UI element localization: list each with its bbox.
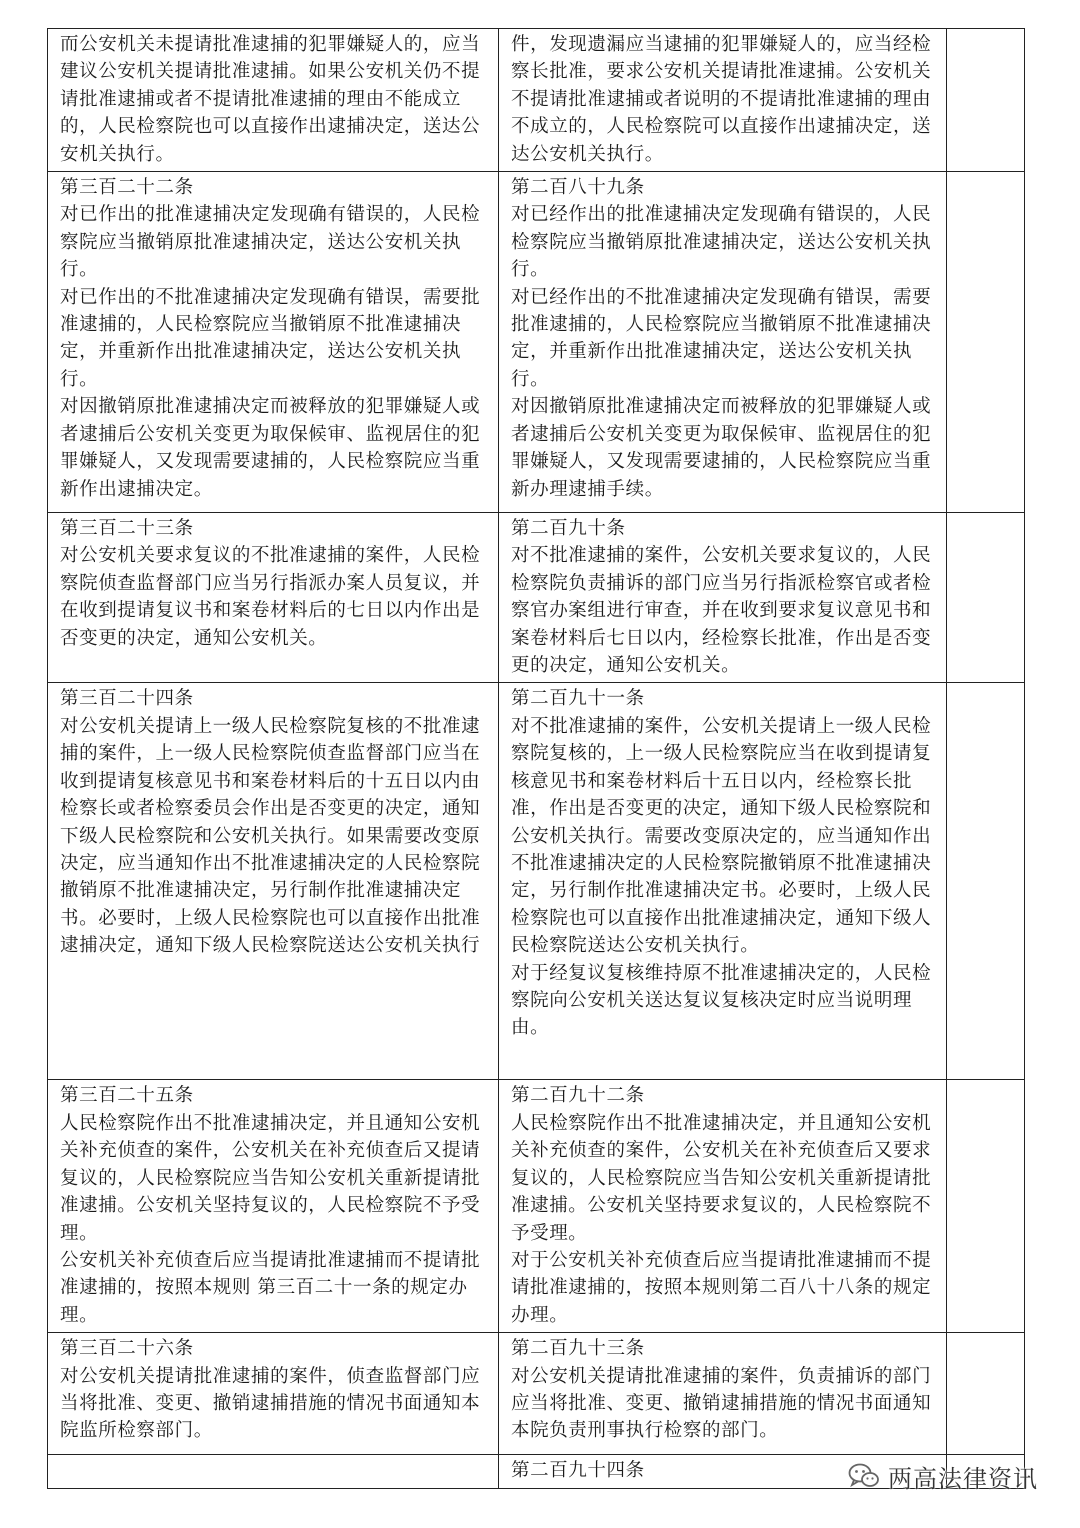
old-rule-cell: [48, 513, 499, 683]
notes-cell: [947, 29, 1025, 172]
article-paragraph: 对公安机关提请上一级人民检察院复核的不批准逮捕的案件，上一级人民检察院侦查监督部门应当在收到提请复核意见书和案卷材料后的十五日以内由检察长或者检察委员会作出是否变更的决定，通知下级人民检察院和公安机关执行。如果需要改变原决定，应当通知作出不批准逮捕决定的人民检察院撤销原不批准逮捕决定，另行制作批准逮捕决定书。必要时，上级人民检察院也可以直接作出批准逮捕决定，通知下级人民检察院送达公安机关执行: [60, 715, 481, 957]
article-title: 第二百九十三条: [511, 1338, 645, 1360]
table-row: [48, 29, 1025, 172]
article-paragraph: 对公安机关提请批准逮捕的案件，侦查监督部门应当将批准、变更、撤销逮捕措施的情况书面通知本院监所检察部门。: [60, 1365, 481, 1442]
article-paragraph: 对因撤销原批准逮捕决定而被释放的犯罪嫌疑人或者逮捕后公安机关变更为取保候审、监视居住的犯罪嫌疑人，又发现需要逮捕的，人民检察院应当重新作出逮捕决定。: [60, 396, 481, 500]
old-rule-cell: [48, 683, 499, 1080]
notes-cell: [947, 1333, 1025, 1455]
article-title: 第三百二十三条: [60, 518, 194, 540]
old-rule-cell: [48, 172, 499, 513]
article-paragraph: 对已作出的批准逮捕决定发现确有错误的，人民检察院应当撤销原批准逮捕决定，送达公安机关执行。: [60, 204, 481, 281]
table-row: [48, 513, 1025, 683]
notes-cell: [947, 683, 1025, 1080]
table-row: [48, 1333, 1025, 1455]
article-paragraph: 而公安机关未提请批准逮捕的犯罪嫌疑人的，应当建议公安机关提请批准逮捕。如果公安机关仍不提请批准逮捕或者不提请批准逮捕的理由不能成立的，人民检察院也可以直接作出逮捕决定，送达公安机关执行。: [60, 34, 481, 165]
article-title: 第二百八十九条: [511, 177, 645, 199]
article-paragraph: 对因撤销原批准逮捕决定而被释放的犯罪嫌疑人或者逮捕后公安机关变更为取保候审、监视居住的犯罪嫌疑人，又发现需要逮捕的，人民检察院应当重新办理逮捕手续。: [511, 396, 932, 500]
new-rule-cell: [499, 1080, 947, 1333]
article-title: 第二百九十二条: [511, 1085, 645, 1107]
notes-cell: [947, 513, 1025, 683]
article-paragraph: 人民检察院作出不批准逮捕决定，并且通知公安机关补充侦查的案件，公安机关在补充侦查后又要求复议的，人民检察院应当告知公安机关重新提请批准逮捕。公安机关坚持要求复议的，人民检察院不予受理。: [511, 1112, 932, 1244]
article-paragraph: 人民检察院作出不批准逮捕决定，并且通知公安机关补充侦查的案件，公安机关在补充侦查后又提请复议的，人民检察院应当告知公安机关重新提请批准逮捕。公安机关坚持复议的，人民检察院不予受理。: [60, 1112, 481, 1244]
new-rule-cell: [499, 513, 947, 683]
notes-cell: [947, 1080, 1025, 1333]
article-paragraph: 对公安机关要求复议的不批准逮捕的案件，人民检察院侦查监督部门应当另行指派办案人员复议，并在收到提请复议书和案卷材料后的七日以内作出是否变更的决定，通知公安机关。: [60, 545, 481, 649]
article-title: 第三百二十四条: [60, 688, 194, 710]
comparison-table: [47, 28, 1025, 1489]
article-title: 第三百二十五条: [60, 1085, 194, 1107]
article-title: 第二百九十一条: [511, 688, 645, 710]
article-paragraph: 对不批准逮捕的案件，公安机关要求复议的，人民检察院负责捕诉的部门应当另行指派检察官或者检察官办案组进行审查，并在收到要求复议意见书和案卷材料后七日以内，经检察长批准，作出是否变更的决定，通知公安机关。: [511, 545, 932, 677]
watermark-text: 两高法律资讯: [888, 1464, 1038, 1493]
article-title: 第二百九十条: [511, 518, 626, 540]
article-paragraph: 对公安机关提请批准逮捕的案件，负责捕诉的部门应当将批准、变更、撤销逮捕措施的情况书面通知本院负责刑事执行检察的部门。: [511, 1365, 932, 1442]
article-paragraph: 对已经作出的批准逮捕决定发现确有错误的，人民检察院应当撤销原批准逮捕决定，送达公安机关执行。: [511, 204, 932, 281]
old-rule-cell: [48, 1080, 499, 1333]
article-title: 第二百九十四条: [511, 1460, 645, 1482]
notes-cell: [947, 172, 1025, 513]
wechat-icon: [848, 1462, 880, 1490]
article-paragraph: 对已作出的不批准逮捕决定发现确有错误，需要批准逮捕的，人民检察院应当撤销原不批准逮捕决定，并重新作出批准逮捕决定，送达公安机关执行。: [60, 286, 481, 390]
old-rule-cell: [48, 1333, 499, 1455]
old-rule-cell: [48, 29, 499, 172]
new-rule-cell: [499, 683, 947, 1080]
old-rule-cell: [48, 1455, 499, 1488]
article-paragraph: 公安机关补充侦查后应当提请批准逮捕而不提请批准逮捕的，按照本规则 第三百二十一条的规定办理。: [60, 1249, 481, 1326]
new-rule-cell: [499, 1333, 947, 1455]
article-title: 第三百二十二条: [60, 177, 194, 199]
article-paragraph: 对于公安机关补充侦查后应当提请批准逮捕而不提请批准逮捕的，按照本规则第二百八十八条的规定办理。: [511, 1249, 932, 1326]
watermark: [848, 1452, 1038, 1500]
article-paragraph: 对已经作出的不批准逮捕决定发现确有错误，需要批准逮捕的，人民检察院应当撤销原不批准逮捕决定，并重新作出批准逮捕决定，送达公安机关执行。: [511, 286, 932, 390]
article-paragraph: 对于经复议复核维持原不批准逮捕决定的，人民检察院向公安机关送达复议复核决定时应当说明理由。: [511, 962, 932, 1039]
table-row: [48, 172, 1025, 513]
new-rule-cell: [499, 172, 947, 513]
table-row: [48, 1080, 1025, 1333]
article-title: 第三百二十六条: [60, 1338, 194, 1360]
article-paragraph: 对不批准逮捕的案件，公安机关提请上一级人民检察院复核的，上一级人民检察院应当在收到提请复核意见书和案卷材料后十五日以内，经检察长批准，作出是否变更的决定，通知下级人民检察院和公安机关执行。需要改变原决定的，应当通知作出不批准逮捕决定的人民检察院撤销原不批准逮捕决定，另行制作批准逮捕决定书。必要时，上级人民检察院也可以直接作出批准逮捕决定，通知下级人民检察院送达公安机关执行。: [511, 715, 932, 957]
new-rule-cell: [499, 29, 947, 172]
article-paragraph: 件，发现遗漏应当逮捕的犯罪嫌疑人的，应当经检察长批准，要求公安机关提请批准逮捕。公安机关不提请批准逮捕或者说明的不提请批准逮捕的理由不成立的，人民检察院可以直接作出逮捕决定，送达公安机关执行。: [511, 34, 932, 165]
table-row: [48, 683, 1025, 1080]
